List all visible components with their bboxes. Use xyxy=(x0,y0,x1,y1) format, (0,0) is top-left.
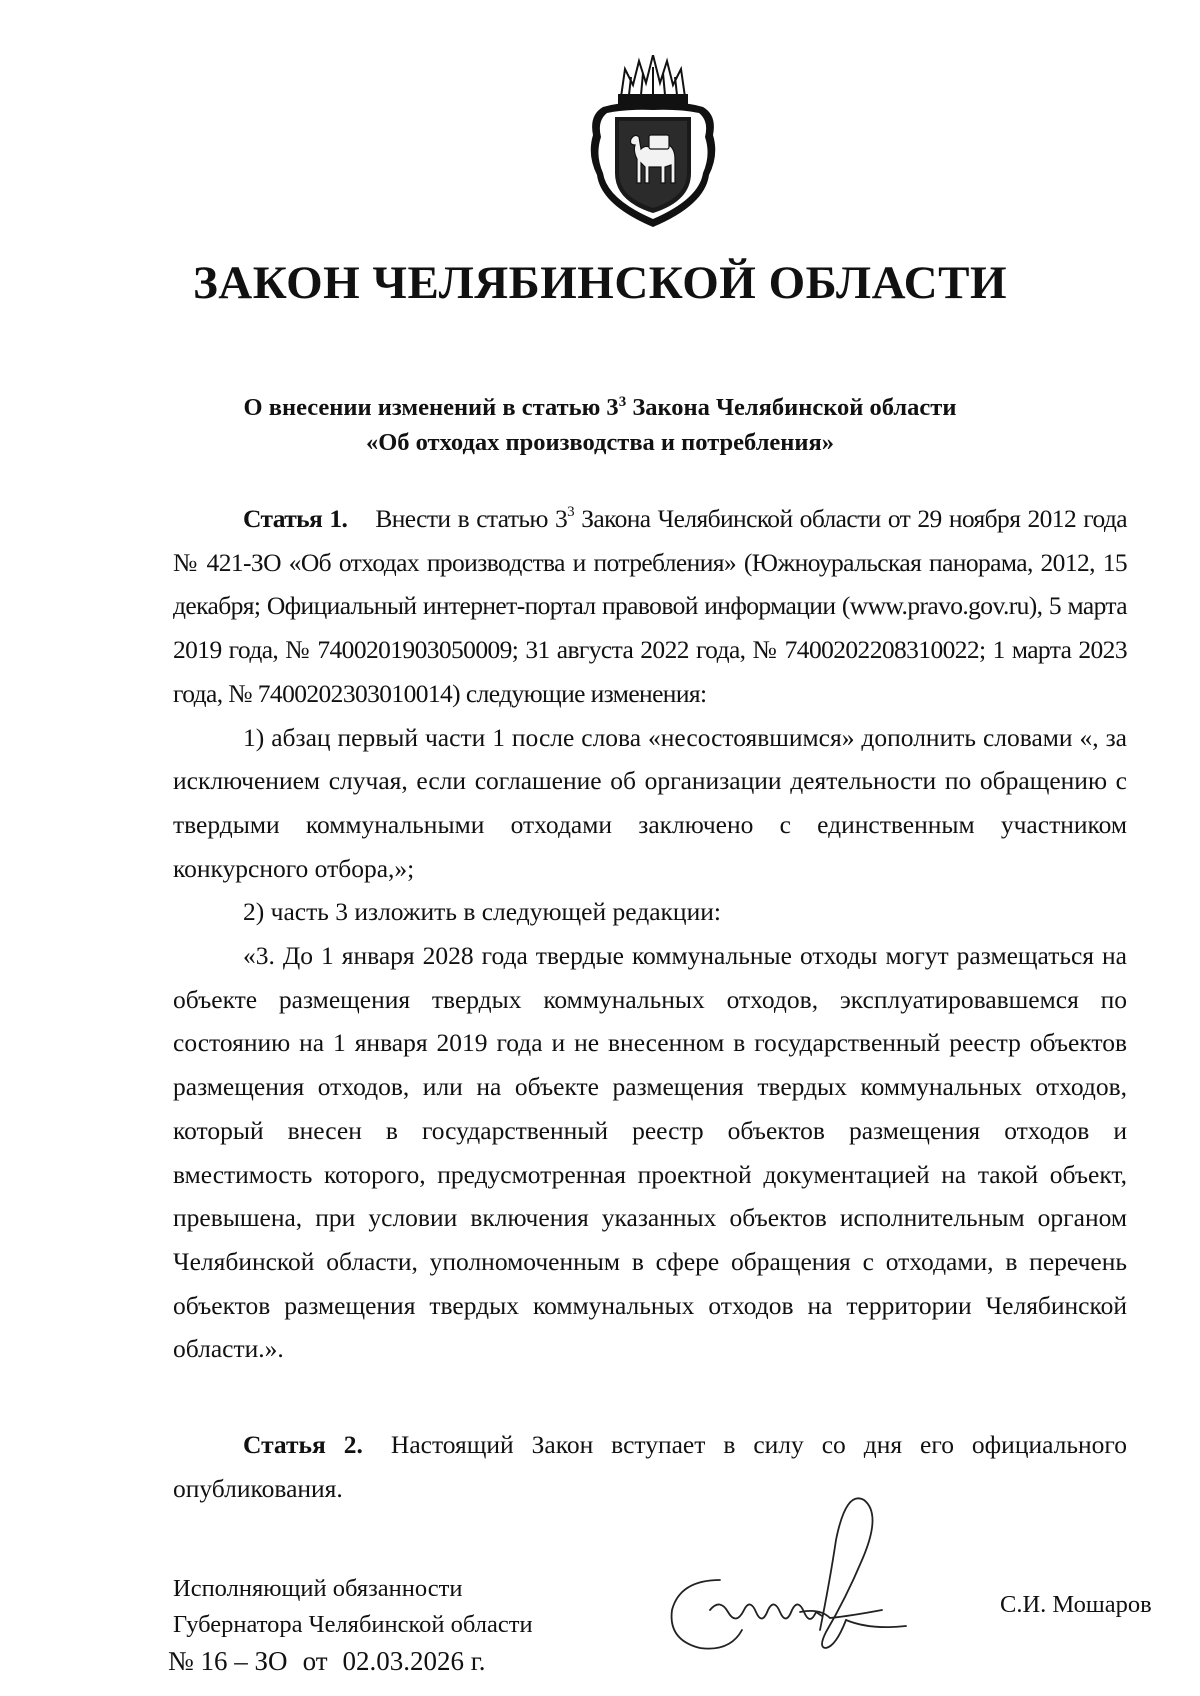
registration-from: от xyxy=(302,1646,328,1676)
law-subtitle xyxy=(0,390,1200,460)
subtitle-superscript: 3 xyxy=(618,394,627,410)
registration-date: 02.03.2026 г. xyxy=(342,1646,486,1676)
signer-name: С.И. Мошаров xyxy=(1000,1591,1152,1618)
article-1-intro-b: Закона Челябинской области от 29 ноября 2012 года № 421-ЗО «Об отходах производства и потребления» (Южноуральская панорама, 2012, 15 декабря; Официальный интернет-портал правовой информации (www.pravo.gov.ru), 5 марта 2019 года, № 7400201903050009; 31 августа 2022 года, № 7400202208310022; 1 марта 2023 года, № 7400202303010014) следующие изменения: xyxy=(173,504,1127,708)
article-2-text: Настоящий Закон вступает в силу со дня его официального опубликования. xyxy=(173,1430,1127,1503)
handwritten-signature xyxy=(650,1480,930,1670)
subtitle-line1-a: О внесении изменений в статью 3 xyxy=(243,394,619,421)
article-2-heading: Статья 2. xyxy=(243,1430,363,1459)
subtitle-line2: «Об отходах производства и потребления» xyxy=(365,429,835,456)
article-1-intro xyxy=(173,497,1127,716)
coat-of-arms-emblem xyxy=(583,55,723,230)
article-1 xyxy=(173,497,1127,1371)
signer-position-line2: Губернатора Челябинской области xyxy=(173,1611,533,1638)
article-1-item-1: 1) абзац первый части 1 после слова «несостоявшимся» дополнить словами «, за исключением случая, если соглашение об организации деятельности по обращению с твердыми коммунальными отходами заключено с единственным участником конкурсного отбора,»; xyxy=(173,722,1127,883)
registration-number: № 16 – ЗО xyxy=(168,1646,288,1676)
article-1-item-2: 2) часть 3 изложить в следующей редакции: xyxy=(243,897,721,927)
registration-line xyxy=(168,1646,486,1677)
signer-position xyxy=(173,1571,533,1643)
article-1-intro-a: Внести в статью 3 xyxy=(375,504,568,533)
law-title: ЗАКОН ЧЕЛЯБИНСКОЙ ОБЛАСТИ xyxy=(192,257,1008,309)
article-1-superscript: 3 xyxy=(567,504,575,520)
subtitle-line1-b: Закона Челябинской области xyxy=(626,394,957,421)
article-1-heading: Статья 1. xyxy=(243,504,348,533)
signer-position-line1: Исполняющий обязанности xyxy=(173,1575,463,1602)
article-1-item-2-text: «3. До 1 января 2028 года твердые коммунальные отходы могут размещаться на объекте размещения твердых коммунальных отходов, эксплуатировавшемся по состоянию на 1 января 2019 года и не внесенном в государственный реестр объектов размещения отходов, или на объекте размещения твердых коммунальных отходов, который внесен в государственный реестр объектов размещения отходов и вместимость которого, предусмотренная проектной документацией на такой объект, превышена, при условии включения указанных объектов исполнительным органом Челябинской области, уполномоченным в сфере обращения с отходами, в перечень объектов размещения твердых коммунальных отходов на территории Челябинской области.». xyxy=(173,941,1127,1364)
